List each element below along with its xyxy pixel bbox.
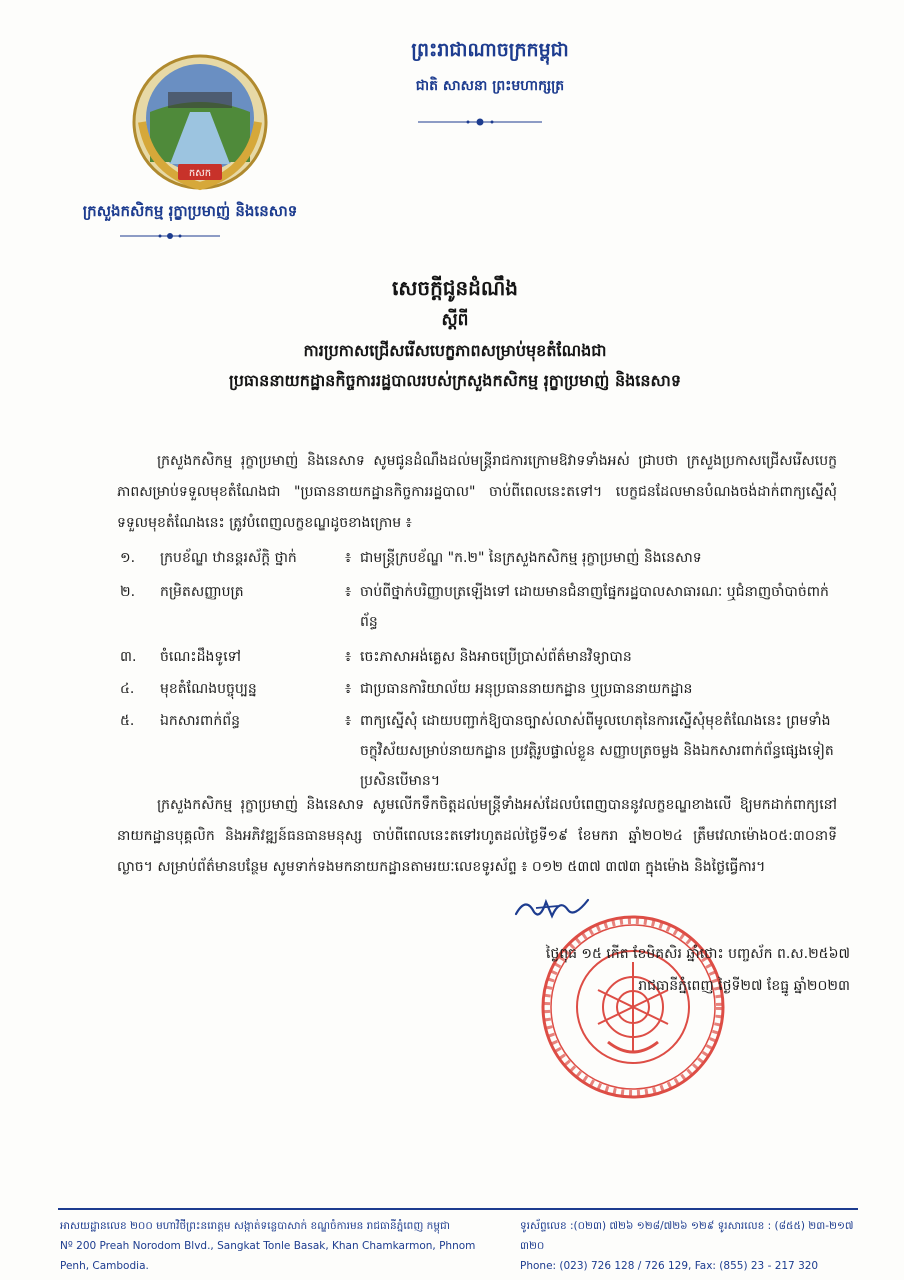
solar-date: រាជធានីភ្នំពេញ ថ្ងៃទី២៧ ខែធ្នូ ឆ្នាំ២០២៣	[638, 978, 850, 994]
phone-khmer: ទូរស័ព្ទលេខ :(០២៣) ៧២៦ ១២៨/៧២៦ ១២៩ ទូរសារលេខ : (៨៥៥) ២៣-២១៧ ៣២០	[520, 1220, 854, 1252]
requirement-value: ពាក្យស្នើសុំ ដោយបញ្ជាក់ឱ្យបានច្បាស់លាស់ពីមូលហេតុនៃការស្នើសុំមុខតំណែងនេះ ព្រមទាំងចក្ខុវិស័យសម្រាប់នាយកដ្ឋាន ប្រវត្តិរូបផ្ទាល់ខ្លួន សញ្ញាបត្រចម្លង និងឯកសារពាក់ព័ន្ធផ្សេងទៀត ប្រសិនបើមាន។	[360, 713, 834, 789]
requirement-item	[120, 706, 840, 796]
footer-contact	[520, 1216, 860, 1276]
ministry-emblem-icon	[130, 52, 270, 192]
document-subject-line-1: ការប្រកាសជ្រើសរើសបេក្ខភាពសម្រាប់មុខតំណែងជា	[303, 341, 607, 360]
document-subject-line-2: ប្រធាននាយកដ្ឋានកិច្ចការរដ្ឋបាលរបស់ក្រសួងកសិកម្ម រុក្ខាប្រមាញ់ និងនេសាទ	[229, 371, 681, 390]
requirement-label: ក្របខ័ណ្ឌ ឋានន្តរស័ក្តិ ថ្នាក់	[160, 550, 297, 566]
document-subject-label: ស្តីពី	[441, 310, 469, 330]
colon-separator: ៖	[345, 550, 352, 566]
requirement-number: ២.	[120, 584, 136, 600]
requirement-value: ចាប់ពីថ្នាក់បរិញ្ញាបត្រឡើងទៅ ដោយមានជំនាញផ្នែករដ្ឋបាលសាធារណៈ ឬជំនាញចាំបាច់ពាក់ព័ន្ធ	[360, 584, 829, 630]
requirement-value: ជាប្រធានការិយាល័យ អនុប្រធាននាយកដ្ឋាន ឬប្រធាននាយកដ្ឋាន	[360, 681, 693, 697]
lunar-date: ថ្ងៃពុធ ១៥ កើត ខែមិគសិរ ឆ្នាំថោះ បញ្ចស័ក ព.ស.២៥៦៧	[545, 946, 850, 962]
requirement-label: មុខតំណែងបច្ចុប្បន្ន	[160, 681, 257, 697]
requirement-item	[120, 674, 840, 704]
requirement-item	[120, 543, 840, 573]
document-title-block	[60, 272, 850, 396]
intro-paragraph: ក្រសួងកសិកម្ម រុក្ខាប្រមាញ់ និងនេសាទ សូមជូនដំណឹងដល់មន្ត្រីរាជការក្រោមឱវាទទាំងអស់ ជ្រាបថា ក្រសួងប្រកាសជ្រើសរើសបេក្ខភាពសម្រាប់ទទួលមុខតំណែងជា "ប្រធាននាយកដ្ឋានកិច្ចការរដ្ឋបាល" ចាប់ពីពេលនេះតទៅ។ បេក្ខជនដែលមានបំណងចង់ដាក់ពាក្យស្នើសុំទទួលមុខតំណែងនេះ ត្រូវបំពេញលក្ខខណ្ឌដូចខាងក្រោម ៖	[117, 453, 837, 531]
svg-text:កសក: កសក	[188, 168, 212, 179]
requirement-label: កម្រិតសញ្ញាបត្រ	[160, 584, 244, 600]
address-english: Nº 200 Preah Norodom Blvd., Sangkat Tonle Basak, Khan Chamkarmon, Phnom Penh, Cambodia.	[60, 1240, 476, 1272]
national-motto: ជាតិ សាសនា ព្រះមហាក្សត្រ	[415, 78, 565, 94]
phone-english: Phone: (023) 726 128 / 726 129, Fax: (855) 23 - 217 320	[520, 1260, 819, 1272]
footer-divider	[58, 1208, 858, 1210]
document-date	[430, 938, 850, 1002]
requirement-value: ជាមន្ត្រីក្របខ័ណ្ឌ "ក.២" នៃក្រសួងកសិកម្ម រុក្ខាប្រមាញ់ និងនេសាទ	[360, 550, 702, 566]
footer-address	[60, 1216, 500, 1276]
requirement-number: ១.	[120, 550, 136, 566]
ornament-divider-icon	[418, 116, 542, 128]
document-title: សេចក្តីជូនដំណឹង	[392, 276, 518, 300]
ornament-divider-icon	[120, 231, 220, 241]
address-khmer: អាសយដ្ឋានលេខ ២០០ មហាវិថីព្រះនរោត្តម សង្កាត់ទន្លេបាសាក់ ខណ្ឌចំការមន រាជធានីភ្នំពេញ កម្ពុជា	[60, 1220, 450, 1232]
closing-paragraph: ក្រសួងកសិកម្ម រុក្ខាប្រមាញ់ និងនេសាទ សូមលើកទឹកចិត្តដល់មន្ត្រីទាំងអស់ដែលបំពេញបាននូវលក្ខខណ្ឌខាងលើ ឱ្យមកដាក់ពាក្យនៅនាយកដ្ឋានបុគ្គលិក និងអភិវឌ្ឍន៍ធនធានមនុស្ស ចាប់ពីពេលនេះតទៅរហូតដល់ថ្ងៃទី១៩ ខែមករា ឆ្នាំ២០២៤ ត្រឹមវេលាម៉ោង០៥:៣០នាទីល្ងាច។ សម្រាប់ព័ត៌មានបន្ថែម សូមទាក់ទងមកនាយកដ្ឋានតាមរយៈលេខទូរស័ព្ទ ៖ ០១២ ៥៣៧ ៣៧៣ ក្នុងម៉ោង និងថ្ងៃធ្វើការ។	[117, 797, 837, 875]
kingdom-title: ព្រះរាជាណាចក្រកម្ពុជា	[411, 39, 569, 61]
ministry-name: ក្រសួងកសិកម្ម រុក្ខាប្រមាញ់ និងនេសាទ	[82, 202, 298, 220]
requirement-item	[120, 642, 840, 672]
colon-separator: ៖	[345, 649, 352, 665]
requirement-value: ចេះភាសាអង់គ្លេស និងអាចប្រើប្រាស់ព័ត៌មានវិទ្យាបាន	[360, 649, 632, 665]
requirement-number: ៤.	[120, 681, 135, 697]
requirement-item	[120, 577, 840, 637]
colon-separator: ៖	[345, 584, 352, 600]
requirement-number: ៥.	[120, 713, 135, 729]
colon-separator: ៖	[345, 713, 352, 729]
colon-separator: ៖	[345, 681, 352, 697]
requirement-number: ៣.	[120, 649, 137, 665]
requirement-label: ឯកសារពាក់ព័ន្ធ	[160, 713, 240, 729]
requirement-label: ចំណេះដឹងទូទៅ	[160, 649, 242, 665]
